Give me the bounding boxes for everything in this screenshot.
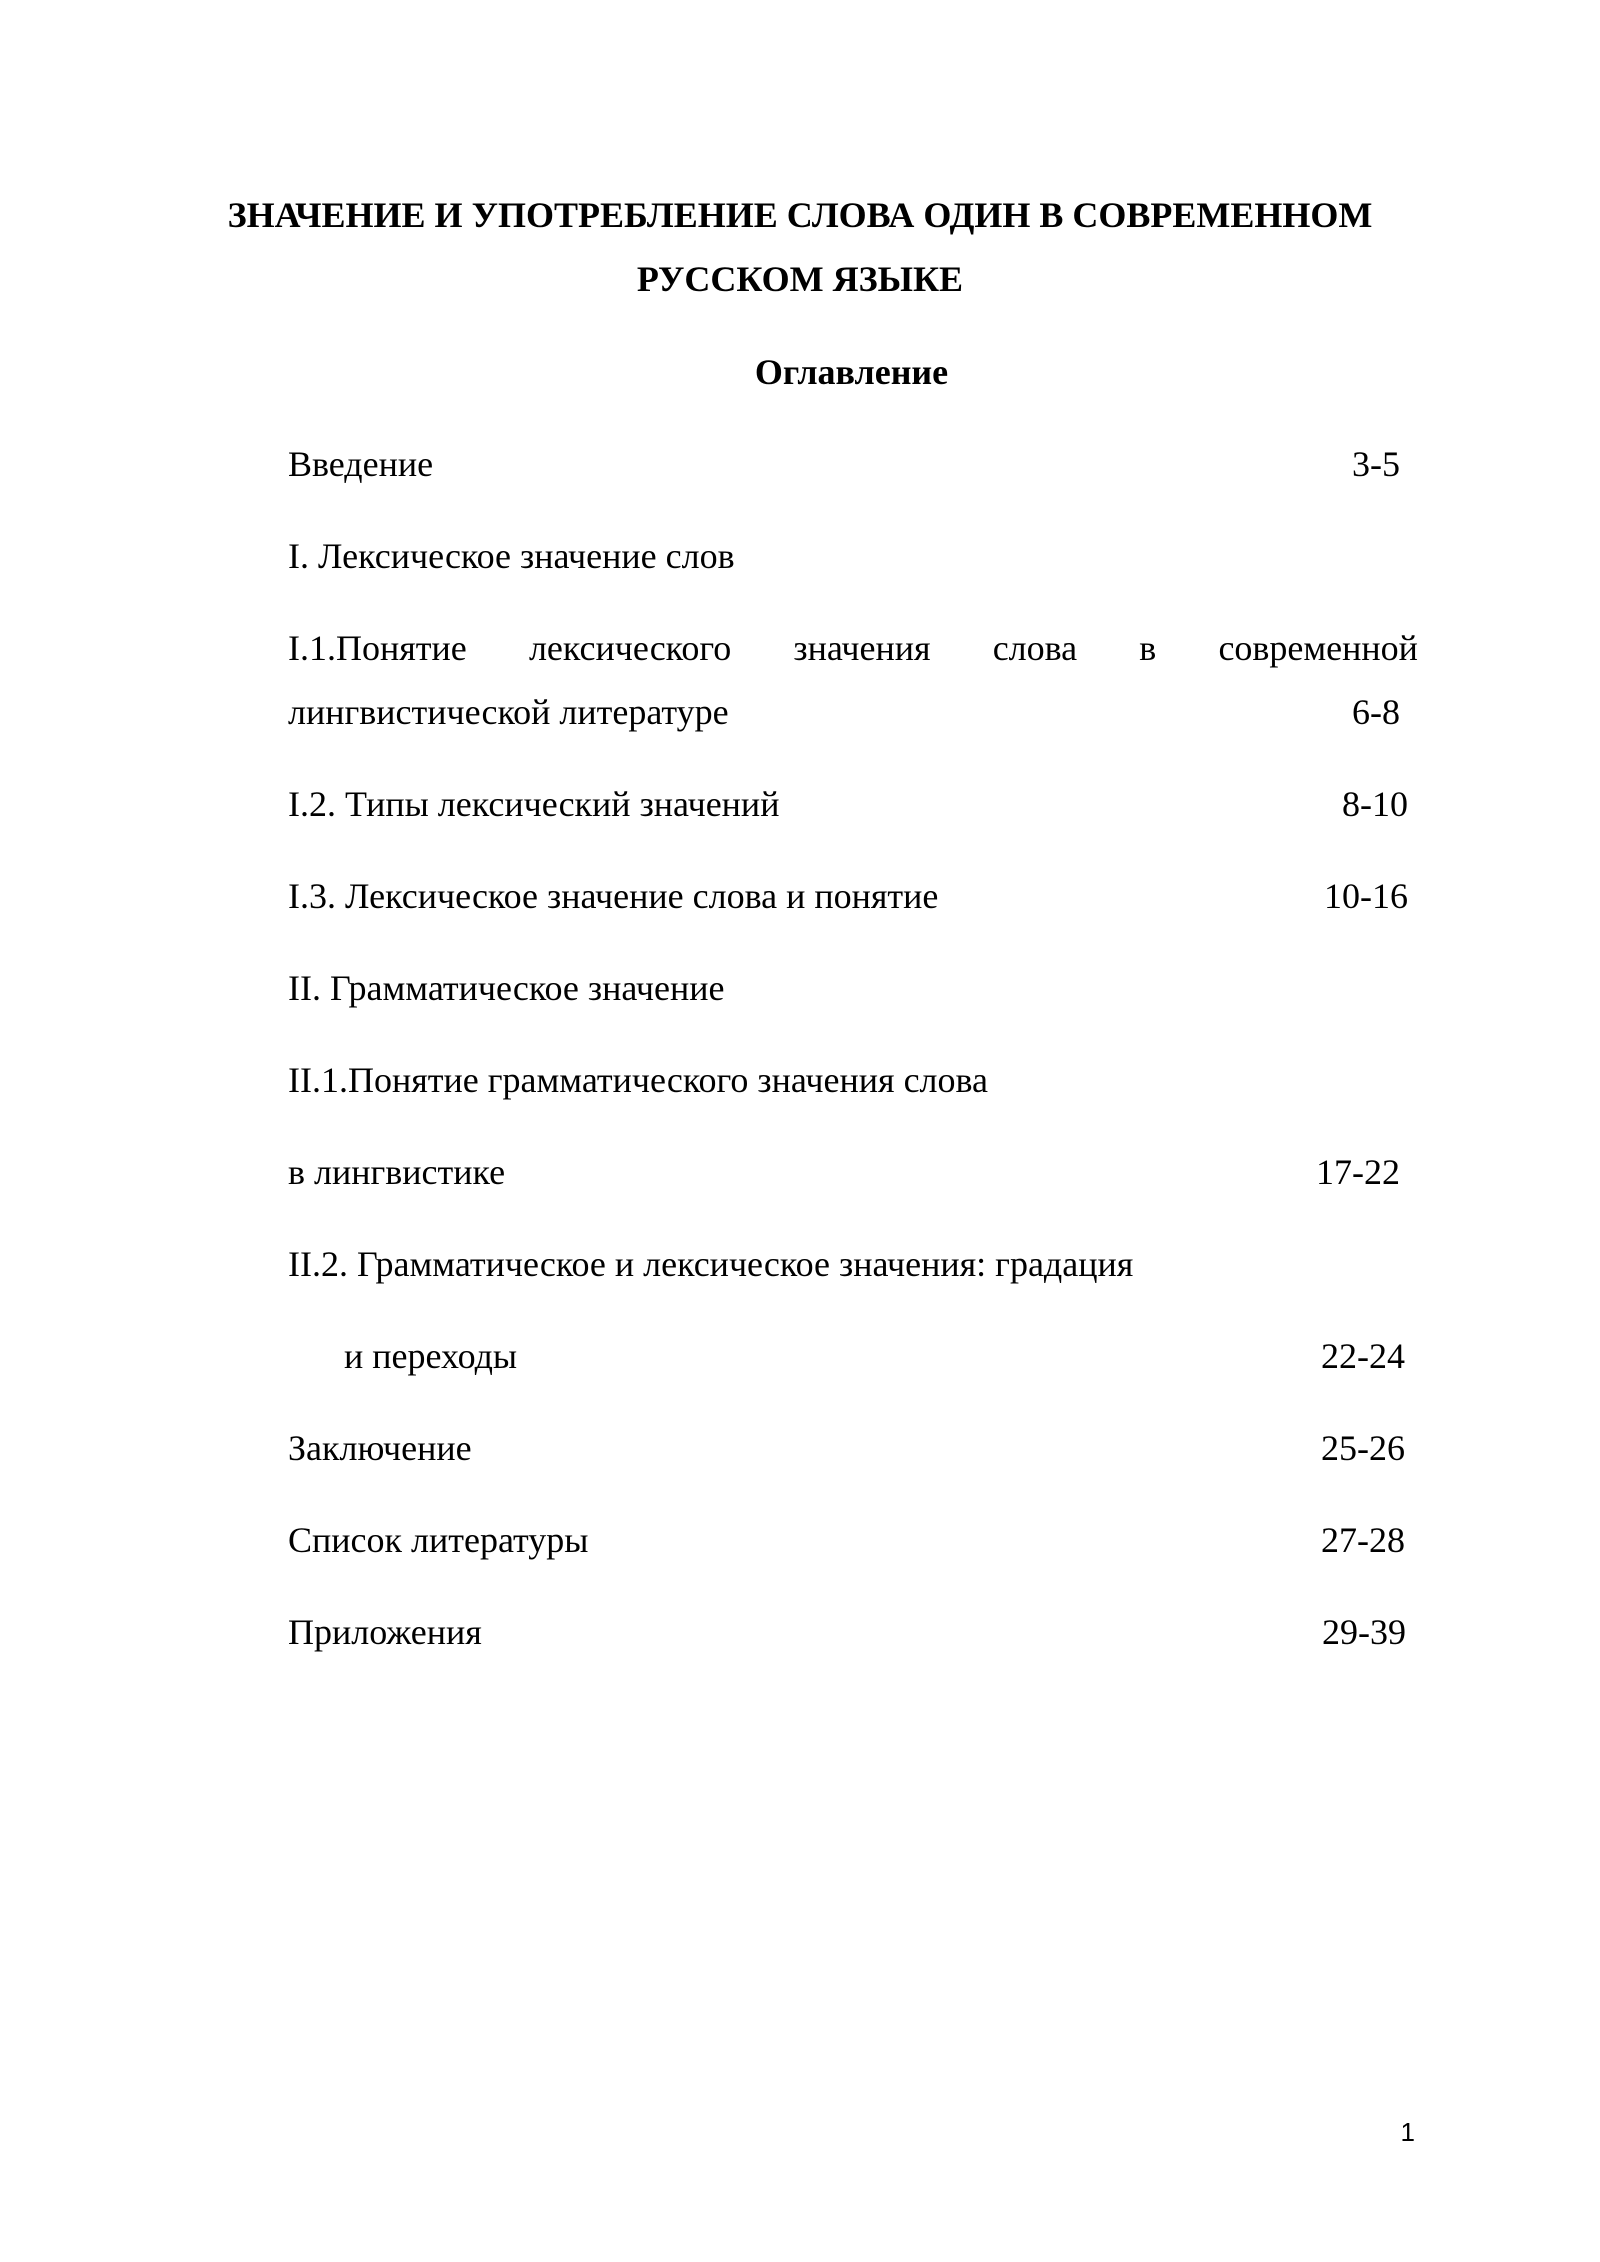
toc-entry-pages: 25-26	[1321, 1428, 1405, 1468]
toc-entry-pages: 8-10	[1342, 784, 1408, 824]
toc-entry-text: I.3. Лексическое значение слова и понятие	[288, 876, 939, 916]
toc-entry-text: в лингвистике	[288, 1152, 506, 1192]
toc-entry-text: Заключение	[288, 1428, 472, 1468]
toc-entry-1-1	[288, 616, 1418, 680]
toc-entry-text: I. Лексическое значение слов	[288, 536, 735, 576]
toc-entry-text: II.1.Понятие грамматического значения слова	[288, 1060, 989, 1100]
toc-entry-2-2	[288, 1232, 1408, 1296]
toc-entry-chapter-2	[288, 956, 1408, 1020]
toc-entry-word: в	[1139, 628, 1157, 668]
toc-entry-text: Список литературы	[288, 1520, 589, 1560]
toc-entry-word: I.1.Понятие	[288, 628, 467, 668]
toc-entry-pages: 3-5	[1352, 444, 1400, 484]
toc-entry-2-2-continued	[288, 1324, 1408, 1388]
toc-entry-text: II. Грамматическое значение	[288, 968, 725, 1008]
toc-entry-pages: 22-24	[1321, 1336, 1405, 1376]
toc-heading: Оглавление	[754, 352, 949, 392]
toc-entry-word: современной	[1218, 628, 1418, 668]
toc-entry-pages: 6-8	[1352, 692, 1400, 732]
toc-entry-1-2	[288, 772, 1408, 836]
toc-entry-conclusion	[288, 1416, 1408, 1480]
toc-entry-chapter-1	[288, 524, 1408, 588]
toc-entry-pages: 29-39	[1322, 1612, 1406, 1652]
toc-entry-text: Приложения	[288, 1612, 482, 1652]
toc-entry-text: II.2. Грамматическое и лексическое значения: градация	[288, 1244, 1134, 1284]
document-title	[0, 183, 1600, 311]
page-number: 1	[1400, 2117, 1415, 2147]
toc-entry-appendix	[288, 1600, 1408, 1664]
toc-entry-2-1	[288, 1048, 1408, 1112]
toc-entry-intro	[288, 432, 1408, 496]
toc-entry-pages: 10-16	[1324, 876, 1408, 916]
toc-entry-2-1-continued	[288, 1140, 1408, 1204]
toc-entry-text: I.2. Типы лексический значений	[288, 784, 780, 824]
toc-entry-word: лексического	[528, 628, 732, 668]
document-title-line-2: РУССКОМ ЯЗЫКЕ	[636, 259, 964, 299]
toc-entry-text: лингвистической литературе	[288, 692, 729, 732]
toc-entry-text: Введение	[288, 444, 434, 484]
toc-entry-text: и переходы	[344, 1336, 518, 1376]
toc-entry-pages: 17-22	[1316, 1152, 1400, 1192]
document-title-line-1: ЗНАЧЕНИЕ И УПОТРЕБЛЕНИЕ СЛОВА ОДИН В СОВРЕМЕННОМ	[227, 195, 1373, 235]
toc-entry-references	[288, 1508, 1408, 1572]
toc-entry-word: слова	[992, 628, 1078, 668]
toc-entry-1-1-continued	[288, 680, 1408, 744]
toc-entry-1-3	[288, 864, 1408, 928]
toc-entry-pages: 27-28	[1321, 1520, 1405, 1560]
toc-entry-word: значения	[793, 628, 931, 668]
